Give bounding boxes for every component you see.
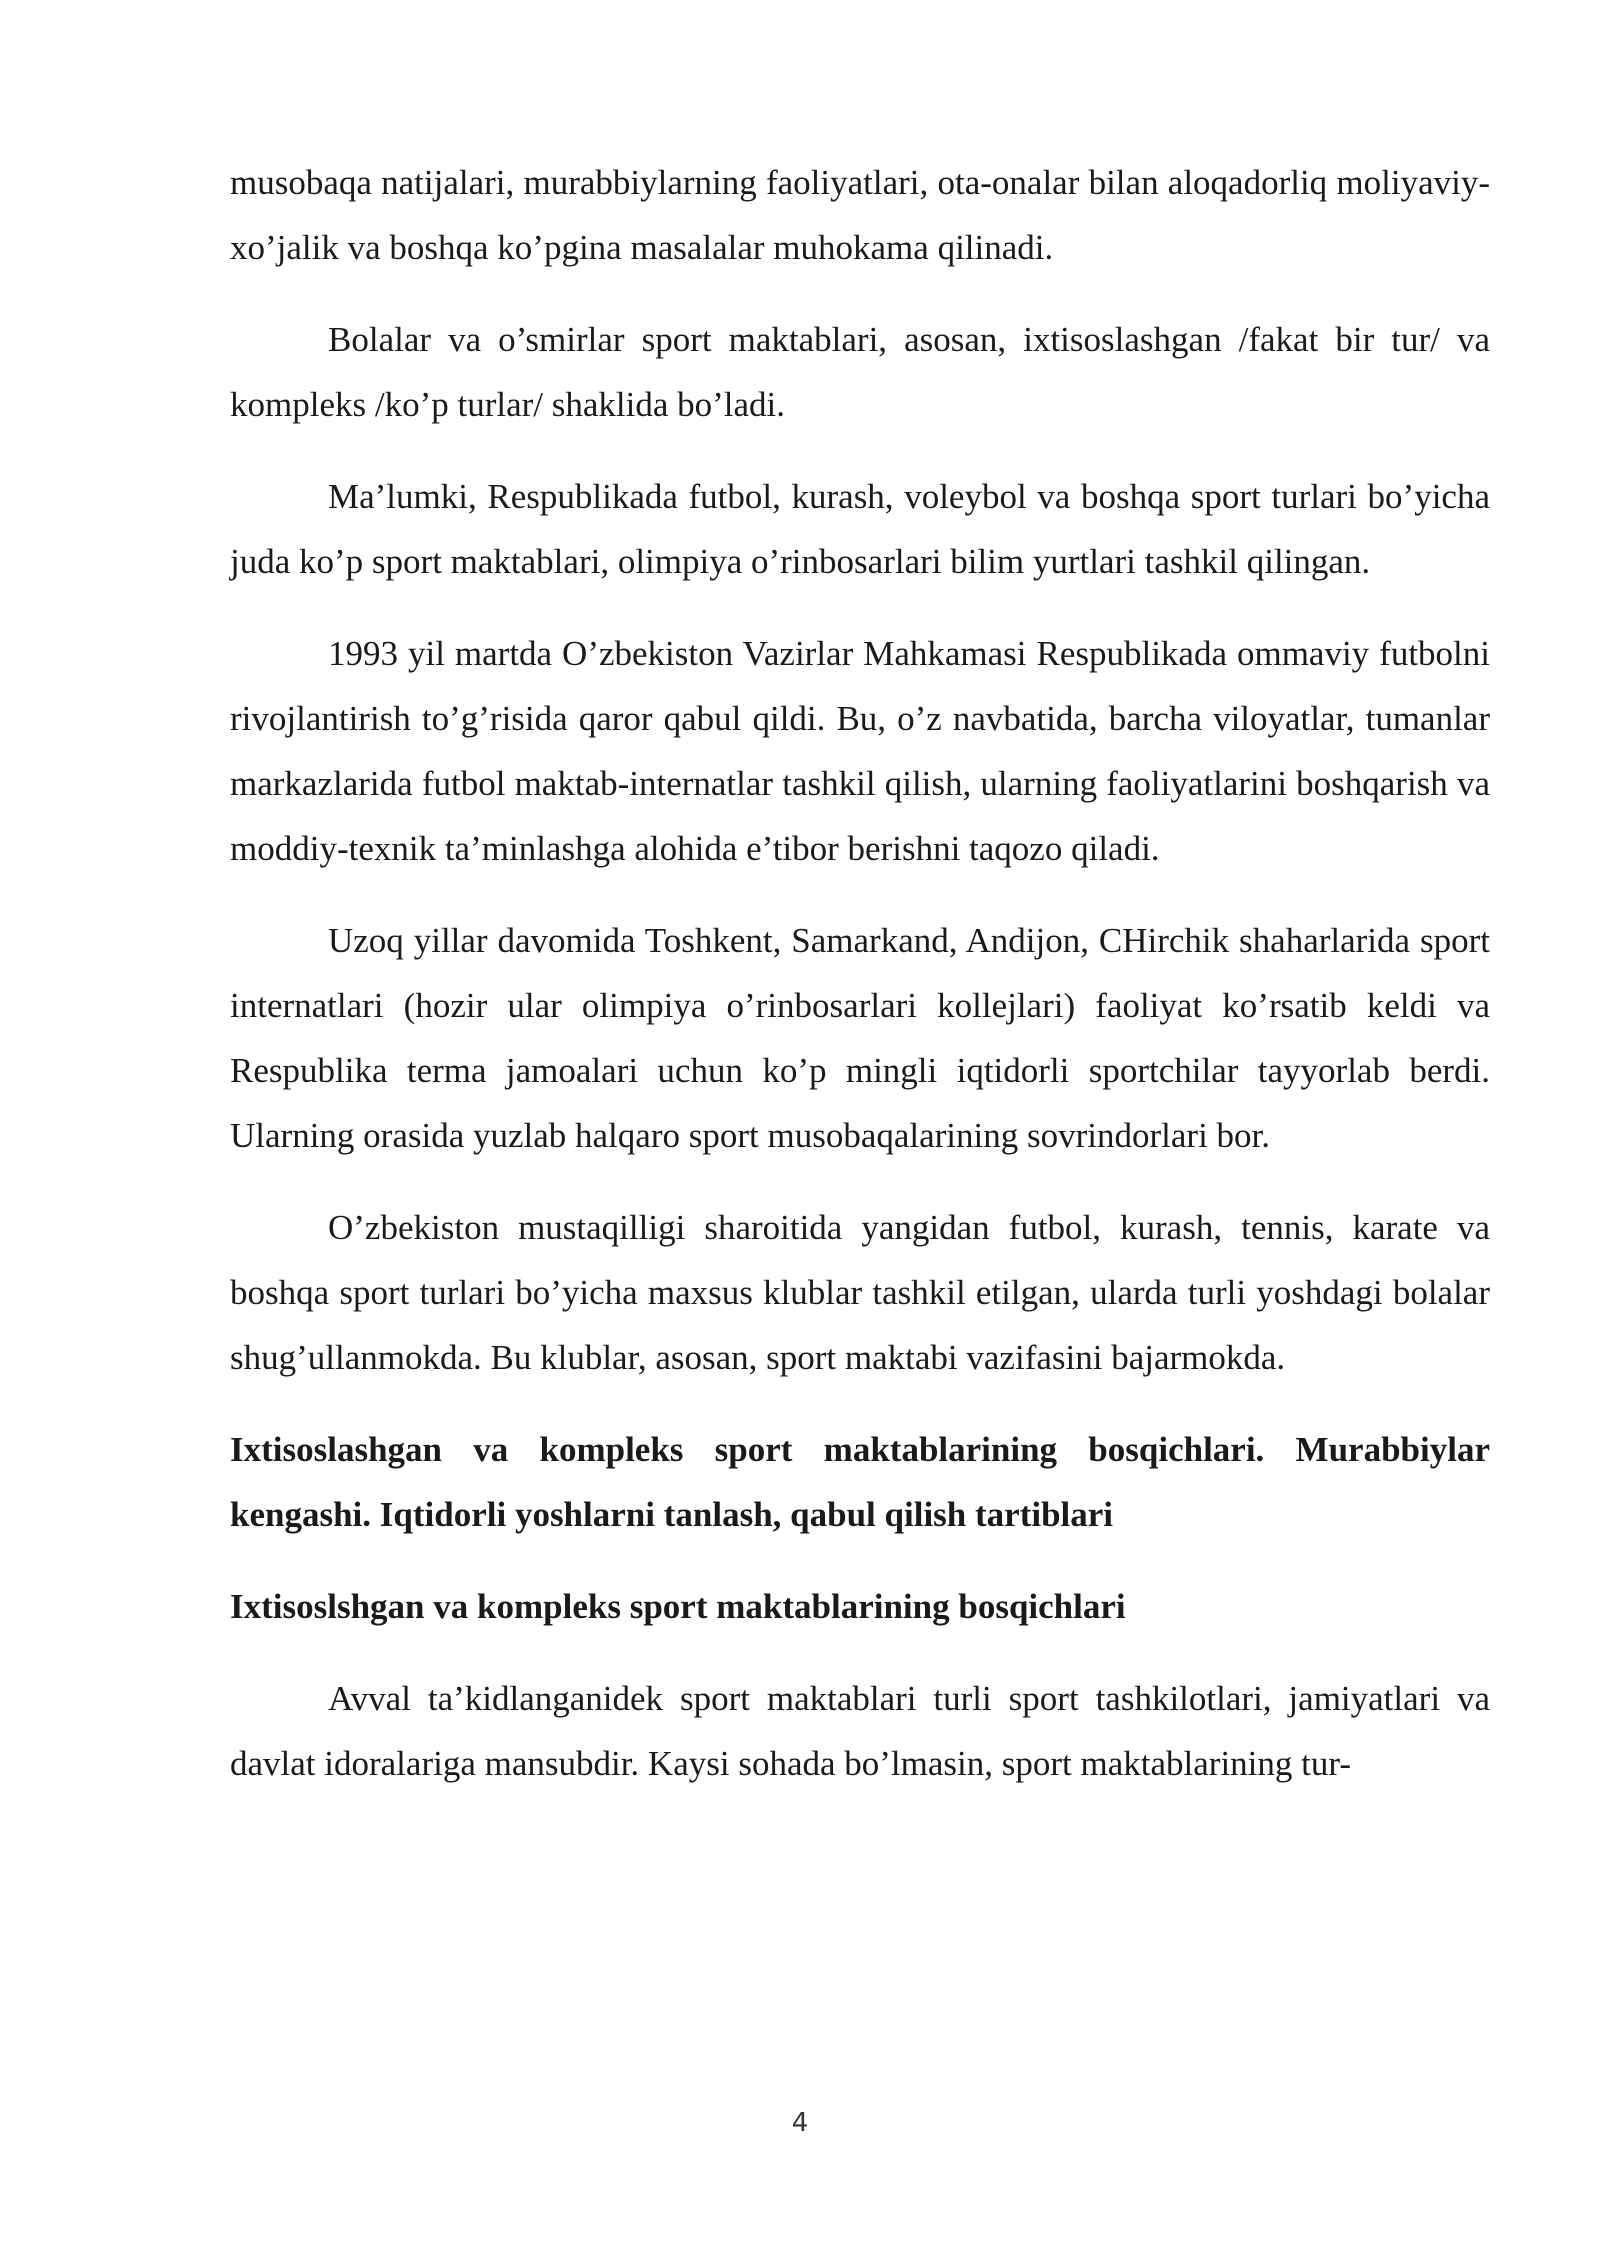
paragraph-school-types: Bolalar va o’smirlar sport maktablari, asosan, ixtisoslashgan /fakat bir tur/ va kompleks /ko’p turlar/ shaklida bo’ladi.	[230, 320, 1490, 424]
page-number: 4	[791, 2108, 809, 2138]
paragraph-final: Avval ta’kidlanganidek sport maktablari turli sport tashkilotlari, jamiyatlari va davlat idoralariga mansubdir. Kaysi sohada bo’lmasin, sport maktablarining tur-	[230, 1679, 1490, 1783]
subsection-heading: Ixtisoslshgan va kompleks sport maktablarining bosqichlari	[230, 1587, 1126, 1626]
paragraph-independence-clubs: O’zbekiston mustaqilligi sharoitida yangidan futbol, kurash, tennis, karate va boshqa sport turlari bo’yicha maxsus klublar tashkil etilgan, ularda turli yoshdagi bolalar shug’ullanmokda. Bu klublar, asosan, sport maktabi vazifasini bajarmokda.	[230, 1208, 1490, 1377]
paragraph-republic-schools: Ma’lumki, Respublikada futbol, kurash, voleybol va boshqa sport turlari bo’yicha juda ko’p sport maktablari, olimpiya o’rinbosarlari bilim yurtlari tashkil qilingan.	[230, 477, 1490, 581]
document-page	[230, 150, 1490, 1823]
section-heading: Ixtisoslashgan va kompleks sport maktablarining bosqichlari. Murabbiylar kengashi. Iqtidorli yoshlarni tanlash, qabul qilish tartiblari	[230, 1430, 1490, 1534]
paragraph-sport-internats: Uzoq yillar davomida Toshkent, Samarkand, Andijon, CHirchik shaharlarida sport internatlari (hozir ular olimpiya o’rinbosarlari kollejlari) faoliyat ko’rsatib keldi va Respublika terma jamoalari uchun ko’p mingli iqtidorli sportchilar tayyorlab berdi. Ularning orasida yuzlab halqaro sport musobaqalarining sovrindorlari bor.	[230, 921, 1490, 1155]
paragraph-1993-decision: 1993 yil martda O’zbekiston Vazirlar Mahkamasi Respublikada ommaviy futbolni rivojlantirish to’g’risida qaror qabul qildi. Bu, o’z navbatida, barcha viloyatlar, tumanlar markazlarida futbol maktab-internatlar tashkil qilish, ularning faoliyatlarini boshqarish va moddiy-texnik ta’minlashga alohida e’tibor berishni taqozo qiladi.	[230, 634, 1490, 868]
paragraph-continuation: musobaqa natijalari, murabbiylarning faoliyatlari, ota-onalar bilan aloqadorliq moliyaviy-xo’jalik va boshqa ko’pgina masalalar muhokama qilinadi.	[230, 163, 1490, 267]
